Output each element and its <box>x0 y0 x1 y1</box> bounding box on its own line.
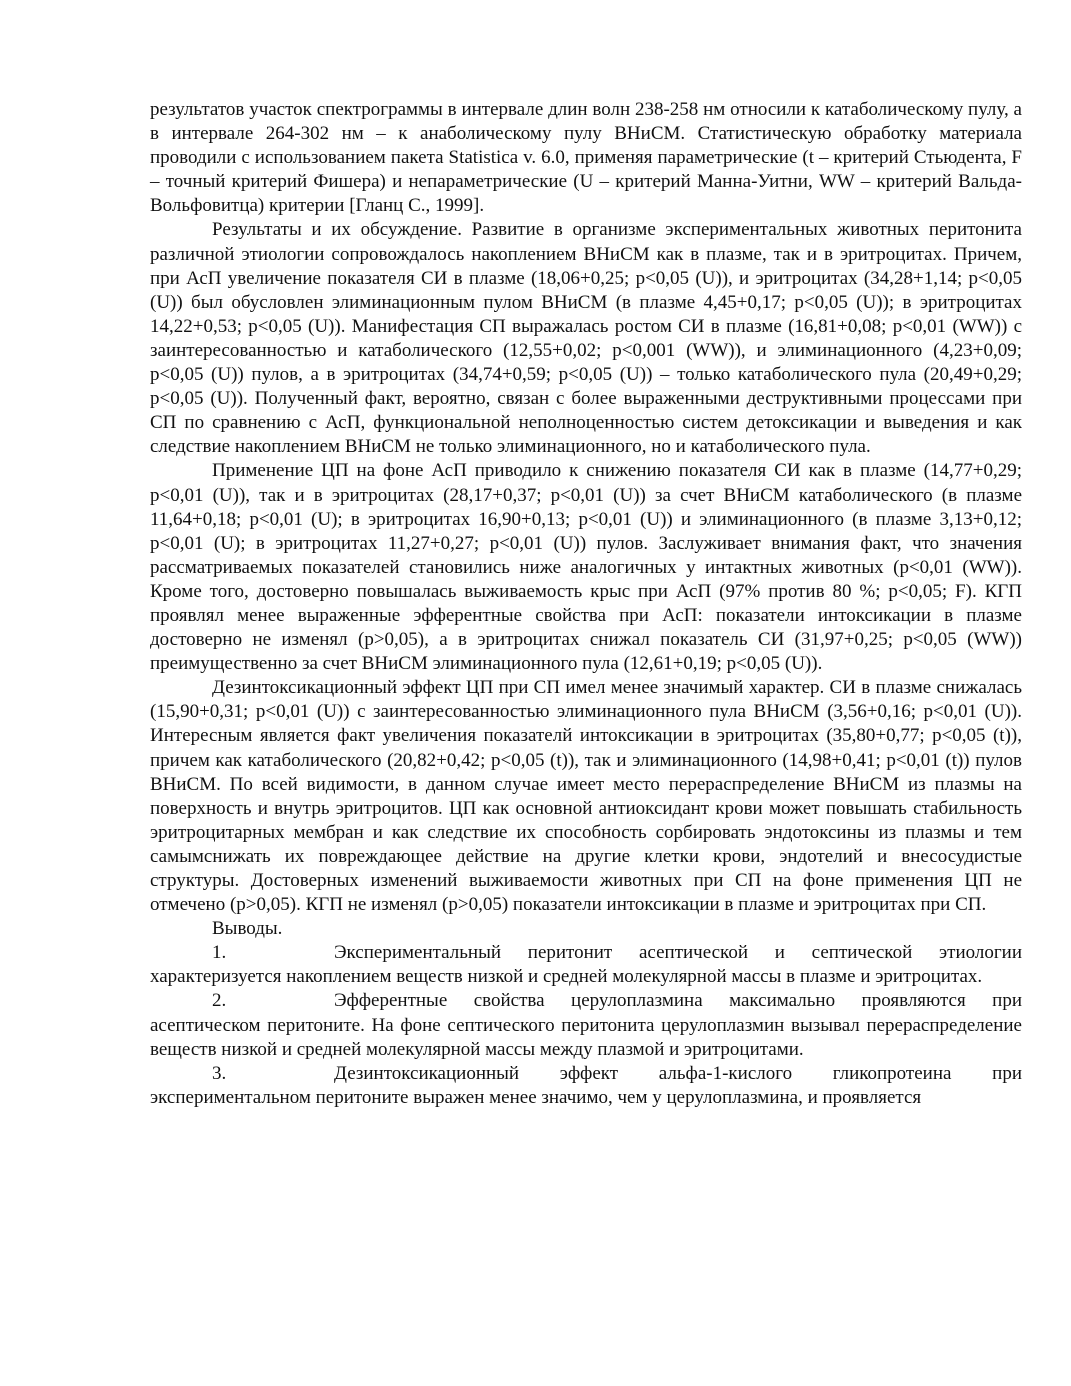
conclusion-number: 1. <box>212 942 227 964</box>
conclusion-item-3 <box>150 1062 1022 1110</box>
conclusion-number: 2. <box>212 990 227 1012</box>
paragraph-methods: результатов участок спектрограммы в интервале длин волн 238-258 нм относили к катаболическому пулу, а в интервале 264-302 нм – к анаболическому пулу ВНиСМ. Статистическую обработку материала проводили с использованием пакета Statistica v. 6.0, применяя параметрические (t – критерий Стьюдента, F – точный критерий Фишера) и непараметрические (U – критерий Манна-Уитни, WW – критерий Вальда-Вольфовитца) критерии [Гланц С., 1999]. <box>150 99 1022 217</box>
conclusion-text: Экспериментальный перитонит асептической и септической этиологии характеризуется накоплением веществ низкой и средней молекулярной массы в плазме и эритроцитах. <box>150 942 1022 988</box>
conclusion-text: Эфферентные свойства церулоплазмина максимально проявляются при асептическом перитоните. На фоне септического перитонита церулоплазмин вызывал перераспределение веществ низкой и средней молекулярной массы между плазмой и эритроцитами. <box>150 990 1022 1060</box>
conclusion-text: Дезинтоксикационный эффект альфа-1-кислого гликопротеина при экспериментальном перитоните выражен менее значимо, чем у церулоплазмина, и проявляется <box>150 1062 1022 1108</box>
conclusion-item-2 <box>150 989 1022 1061</box>
conclusion-item-1 <box>150 941 1022 989</box>
paragraph-cp-asp: Применение ЦП на фоне АсП приводило к снижению показателя СИ как в плазме (14,77+0,29; p<0,01 (U)), так и в эритроцитах (28,17+0,37; p<0,01 (U)) за счет ВНиСМ катаболического (в плазме 11,64+0,18; p<0,01 (U); в эритроцитах 16,90+0,13; p<0,01 (U)) и элиминационного (в плазме 3,13+0,12; p<0,01 (U); в эритроцитах 11,27+0,27; p<0,01 (U)) пулов. Заслуживает внимания факт, что значения рассматриваемых показателей становились ниже аналогичных у интактных животных (p<0,01 (WW)). Кроме того, достоверно повышалась выживаемость крыс при АсП (97% против 80 %; p<0,05; F). КГП проявлял менее выраженные эфферентные свойства при АсП: показатели интоксикации в плазме достоверно не изменял (p>0,05), а в эритроцитах снижал показатель СИ (31,97+0,25; p<0,05 (WW)) преимущественно за счет ВНиСМ элиминационного пула (12,61+0,19; p<0,05 (U)). <box>150 460 1022 675</box>
conclusion-number: 3. <box>212 1062 227 1084</box>
paragraph-cp-sp: Дезинтоксикационный эффект ЦП при СП имел менее значимый характер. СИ в плазме снижалась (15,90+0,31; p<0,01 (U)) с заинтересованностью элиминационного пула ВНиСМ (3,56+0,16; p<0,01 (U)). Интересным является факт увеличения показателй интоксикации в эритроцитах (35,80+0,77; p<0,05 (t)), причем как катаболического (20,82+0,42; p<0,05 (t)), так и элиминационного (14,98+0,41; p<0,01 (t)) пулов ВНиСМ. По всей видимости, в данном случае имеет место перераспределение ВНиСМ из плазмы на поверхность и внутрь эритроцитов. ЦП как основной антиоксидант крови может повышать стабильность эритроцитарных мембран и как следствие их способность сорбировать эндотоксины из плазмы и тем самымснижать их повреждающее действие на другие клетки крови, эндотелий и внесосудистые структуры. Достоверных изменений выживаемости животных при СП на фоне применения ЦП не отмечено (p>0,05). КГП не изменял (p>0,05) показатели интоксикации в плазме и эритроцитах при СП. <box>150 677 1022 916</box>
conclusions-heading: Выводы. <box>212 918 283 940</box>
paragraph-results: Результаты и их обсуждение. Развитие в организме экспериментальных животных перитонита различной этиологии сопровождалось накоплением ВНиСМ как в плазме, так и в эритроцитах. Причем, при АсП увеличение показателя СИ в плазме (18,06+0,25; p<0,05 (U)), и эритроцитах (34,28+1,14; p<0,05 (U)) был обусловлен элиминационным пулом ВНиСМ (в плазме 4,45+0,17; p<0,05 (U)); в эритроцитах 14,22+0,53; p<0,05 (U)). Манифестация СП выражалась ростом СИ в плазме (16,81+0,08; p<0,01 (WW)) с заинтересованностью и катаболического (12,55+0,02; p<0,001 (WW)), и элиминационного (4,23+0,09; p<0,05 (U)) пулов, а в эритроцитах (34,74+0,59; p<0,05 (U)) – только катаболического пула (20,49+0,29; p<0,05 (U)). Полученный факт, вероятно, связан с более выраженными деструктивными процессами при СП по сравнению с АсП, функциональной неполноценностью систем детоксикации и выведения и как следствие накоплением ВНиСМ не только элиминационного, но и катаболического пула. <box>150 219 1022 458</box>
document-page <box>150 98 1022 1110</box>
